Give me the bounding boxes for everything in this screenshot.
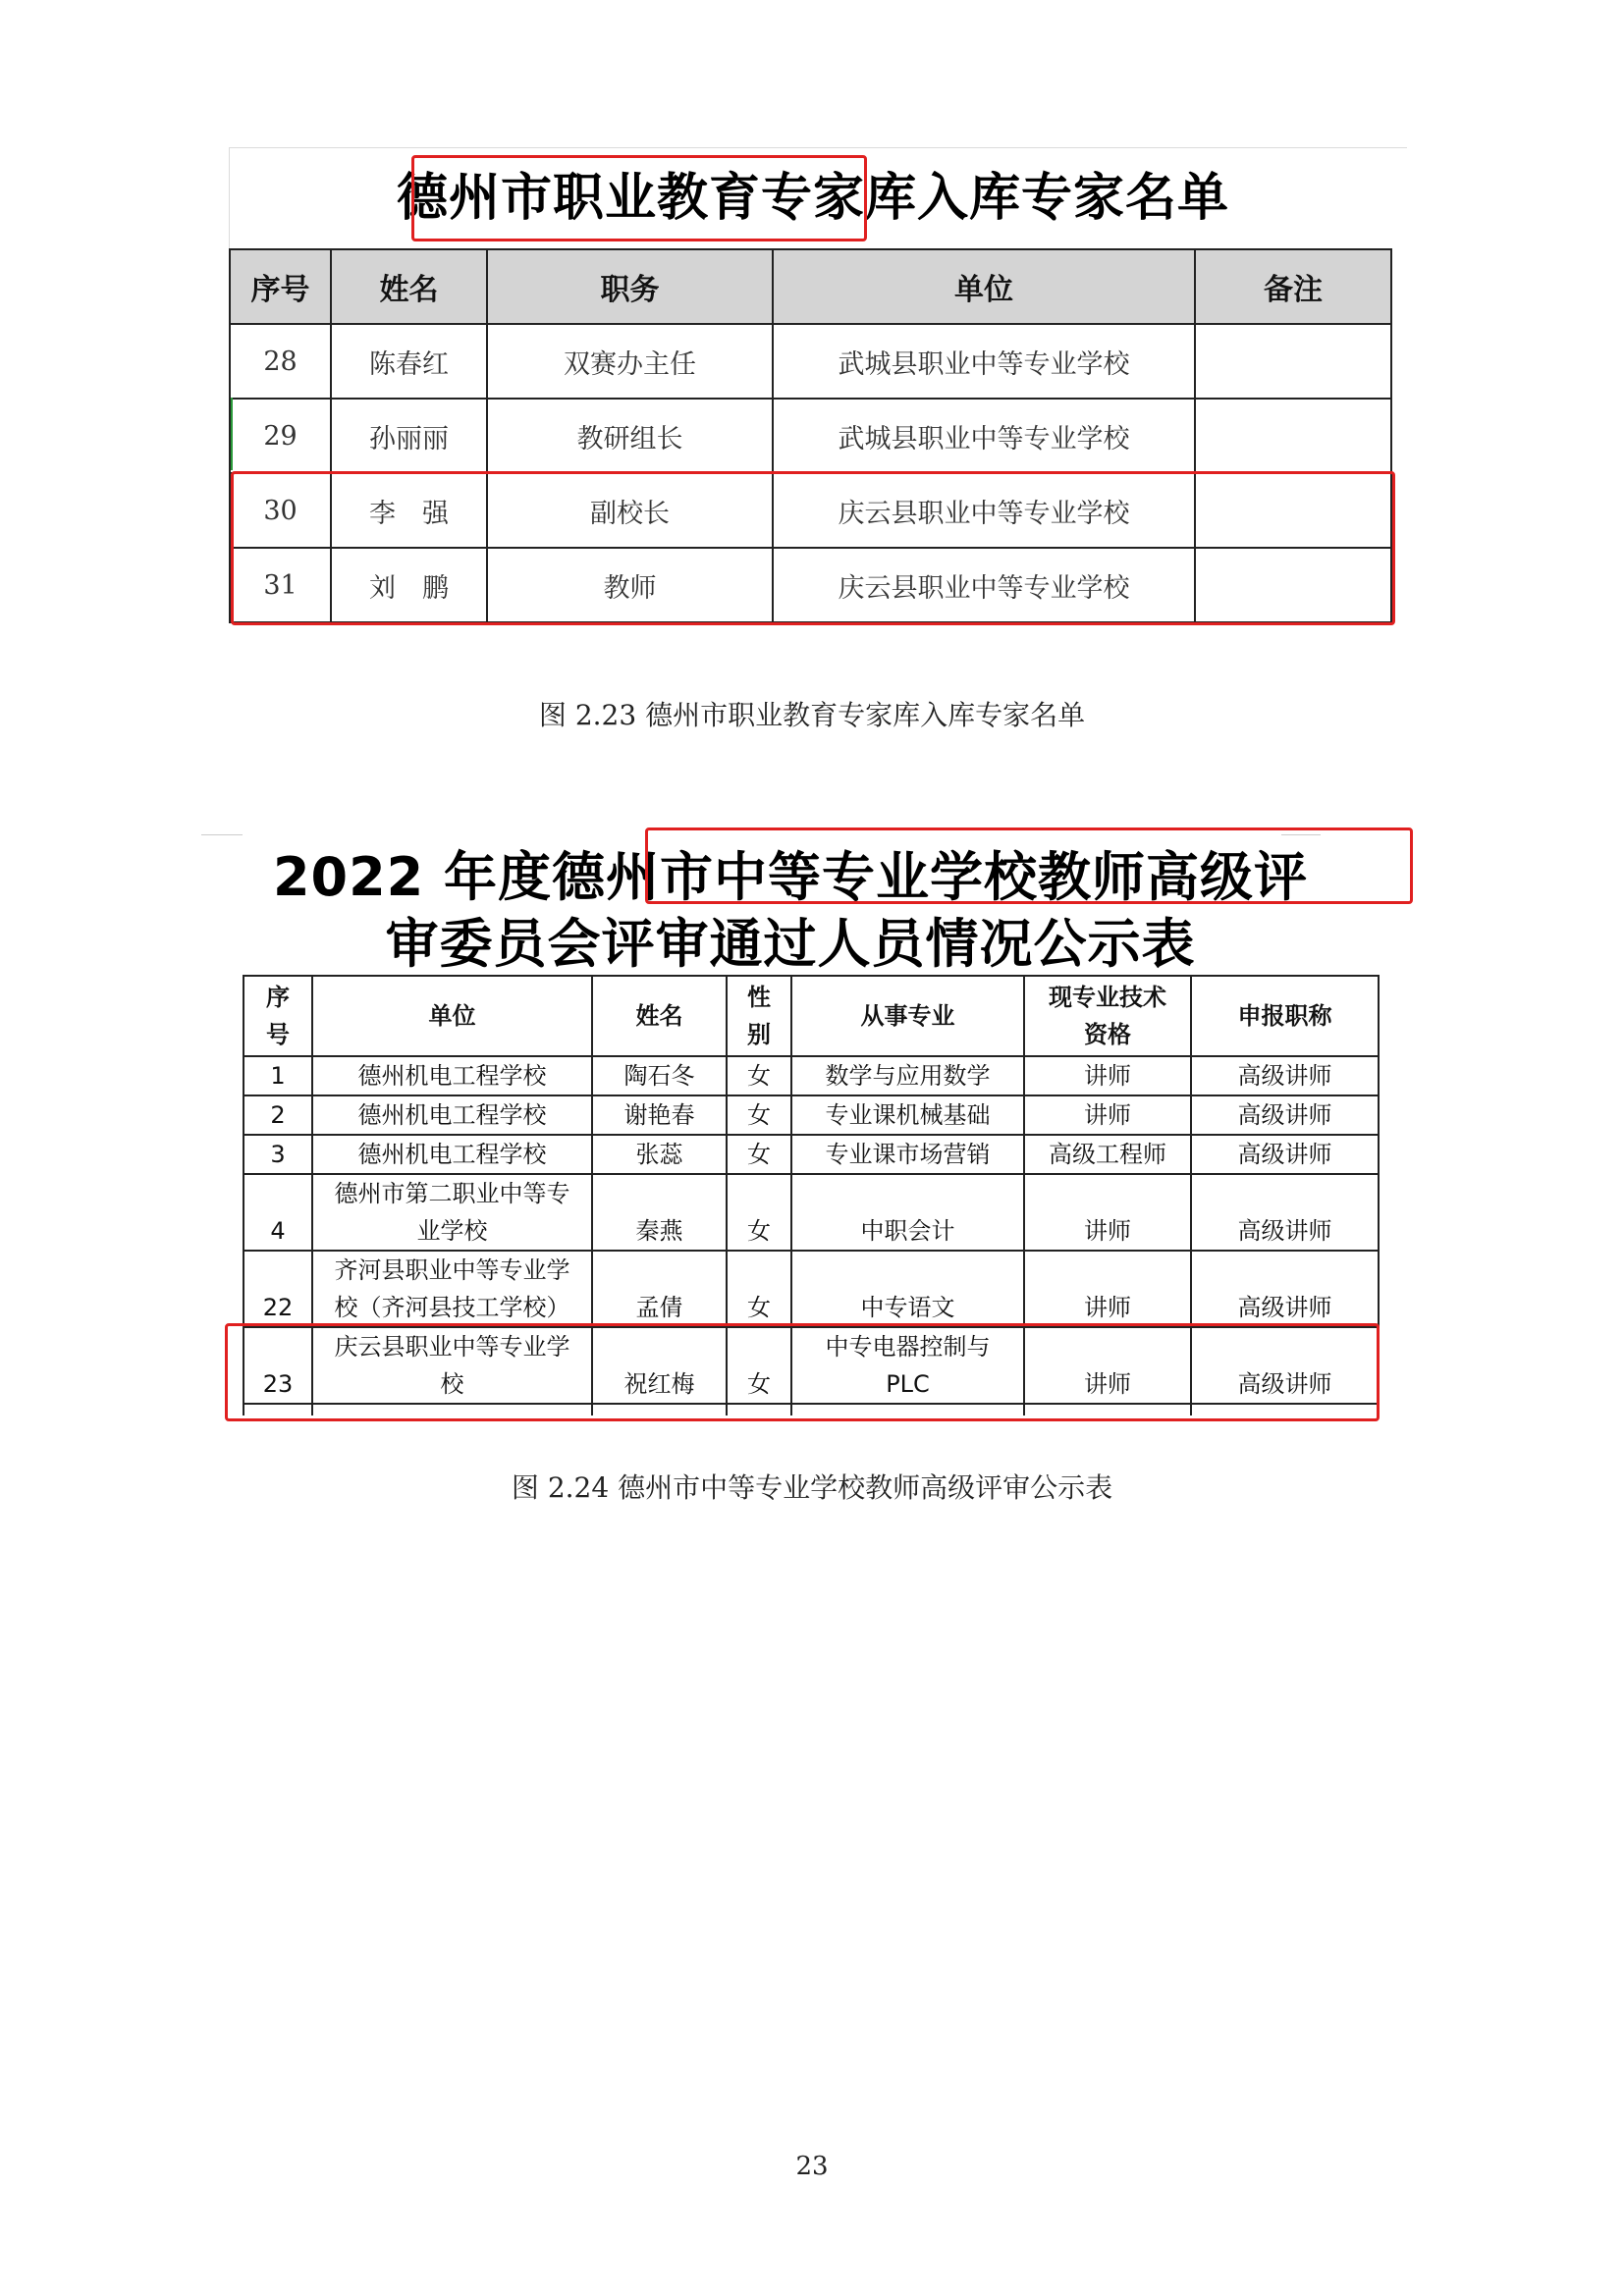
cell-note: [1195, 399, 1391, 473]
header-major: 从事专业: [791, 976, 1024, 1056]
cell-qualification: 讲师: [1024, 1174, 1191, 1251]
cell-unit: 德州机电工程学校: [312, 1056, 592, 1095]
table-row: [230, 399, 1391, 473]
expert-list-title: 德州市职业教育专家库入库专家名单: [396, 168, 1229, 228]
cell-qualification: 讲师: [1024, 1095, 1191, 1135]
cell-unit: 德州机电工程学校: [312, 1095, 592, 1135]
table-header-row: [230, 249, 1391, 324]
cell-position: 教研组长: [487, 399, 773, 473]
cell-unit: 庆云县职业中等专业学校: [773, 548, 1195, 622]
cell-qualification: 讲师: [1024, 1251, 1191, 1327]
header-no: 序号: [230, 249, 331, 324]
cell-unit: [312, 1251, 592, 1327]
cell-unit-line2: 校（齐河县技工学校）: [334, 1294, 570, 1321]
cell-no: 30: [230, 473, 331, 548]
table-row: [230, 324, 1391, 399]
header-no-line1: 序: [266, 984, 290, 1011]
cell-major: 中职会计: [791, 1174, 1024, 1251]
cell-unit: 武城县职业中等专业学校: [773, 324, 1195, 399]
cell-unit-line2: 校: [440, 1370, 464, 1398]
review-title-line2: 审委员会评审通过人员情况公示表: [385, 913, 1196, 975]
header-name: 姓名: [592, 976, 727, 1056]
header-unit: 单位: [773, 249, 1195, 324]
cell-no: 22: [244, 1251, 312, 1327]
cell-name: 陶石冬: [592, 1056, 727, 1095]
cell-applied-title: 高级讲师: [1191, 1056, 1379, 1095]
cell-position: 教师: [487, 548, 773, 622]
cell-gender: 女: [727, 1095, 791, 1135]
highlight-box-title: [645, 828, 1413, 904]
header-note: 备注: [1195, 249, 1391, 324]
header-qual-line2: 资格: [1084, 1021, 1131, 1048]
figure-caption-2-23: 图 2.23 德州市职业教育专家库入库专家名单: [538, 699, 1086, 731]
cell-unit: [312, 1174, 592, 1251]
table-header-row: [244, 976, 1379, 1056]
cell-unit-line2: 业学校: [416, 1217, 488, 1245]
header-name: 姓名: [331, 249, 487, 324]
cell-name: 孙丽丽: [331, 399, 487, 473]
cell-gender: 女: [727, 1056, 791, 1095]
cell-position: 副校长: [487, 473, 773, 548]
cell-major: 中专语文: [791, 1251, 1024, 1327]
cell-unit-line1: 庆云县职业中等专业学: [334, 1333, 570, 1361]
cell-qualification: 讲师: [1024, 1056, 1191, 1095]
cell-name: 祝红梅: [592, 1327, 727, 1404]
header-no: [244, 976, 312, 1056]
table-row: [244, 1174, 1379, 1251]
senior-review-figure: [201, 828, 1380, 1426]
table-row: [244, 1056, 1379, 1095]
cell-gender: 女: [727, 1327, 791, 1404]
header-unit: 单位: [312, 976, 592, 1056]
cell-applied-title: 高级讲师: [1191, 1327, 1379, 1404]
header-position: 职务: [487, 249, 773, 324]
cell-applied-title: 高级讲师: [1191, 1135, 1379, 1174]
cell-name: 孟倩: [592, 1251, 727, 1327]
header-gender: [727, 976, 791, 1056]
cell-major: 专业课市场营销: [791, 1135, 1024, 1174]
cell-applied-title: 高级讲师: [1191, 1251, 1379, 1327]
cell-unit: 德州机电工程学校: [312, 1135, 592, 1174]
cell-gender: 女: [727, 1135, 791, 1174]
cell-gender: 女: [727, 1174, 791, 1251]
cell-edge-marker: [231, 398, 233, 470]
cell-name: 李 强: [331, 473, 487, 548]
review-title-line1: 2022 年度德州市中等专业学校教师高级评: [272, 846, 1309, 908]
cell-name: 刘 鹏: [331, 548, 487, 622]
cell-qualification: 高级工程师: [1024, 1135, 1191, 1174]
header-qual-line1: 现专业技术: [1049, 984, 1166, 1011]
cell-note: [1195, 324, 1391, 399]
header-gender-line2: 别: [747, 1021, 771, 1048]
cell-no: 4: [244, 1174, 312, 1251]
expert-list-figure: [229, 147, 1407, 635]
cell-position: 双赛办主任: [487, 324, 773, 399]
cell-applied-title: 高级讲师: [1191, 1174, 1379, 1251]
cell-unit-line1: 德州市第二职业中等专: [334, 1180, 570, 1207]
highlight-box-title: [411, 155, 867, 241]
cell-major: 专业课机械基础: [791, 1095, 1024, 1135]
header-applied-title: 申报职称: [1191, 976, 1379, 1056]
table-row: [244, 1135, 1379, 1174]
cell-no: 2: [244, 1095, 312, 1135]
header-gender-line1: 性: [747, 984, 771, 1011]
cell-unit: 庆云县职业中等专业学校: [773, 473, 1195, 548]
table-row: [244, 1095, 1379, 1135]
cell-name: 谢艳春: [592, 1095, 727, 1135]
page-number: 23: [795, 2152, 829, 2181]
cell-no: 23: [244, 1327, 312, 1404]
cell-unit: 武城县职业中等专业学校: [773, 399, 1195, 473]
header-no-line2: 号: [266, 1021, 290, 1048]
cell-major: 数学与应用数学: [791, 1056, 1024, 1095]
highlight-box-row-23: [225, 1323, 1380, 1421]
figure-caption-2-24: 图 2.24 德州市中等专业学校教师高级评审公示表: [511, 1471, 1113, 1504]
cell-no: 29: [230, 399, 331, 473]
highlight-box-rows: [231, 471, 1395, 625]
cell-major-line1: 中专电器控制与: [825, 1333, 991, 1361]
cell-no: 28: [230, 324, 331, 399]
cell-name: 秦燕: [592, 1174, 727, 1251]
cell-no: 1: [244, 1056, 312, 1095]
cell-applied-title: 高级讲师: [1191, 1095, 1379, 1135]
cell-major-line2: PLC: [886, 1370, 930, 1398]
cell-qualification: 讲师: [1024, 1327, 1191, 1404]
cell-unit-line1: 齐河县职业中等专业学: [334, 1256, 570, 1284]
header-qualification: [1024, 976, 1191, 1056]
cell-no: 3: [244, 1135, 312, 1174]
cell-no: 31: [230, 548, 331, 622]
cell-name: 张蕊: [592, 1135, 727, 1174]
cell-gender: 女: [727, 1251, 791, 1327]
table-row: [244, 1251, 1379, 1327]
cell-name: 陈春红: [331, 324, 487, 399]
